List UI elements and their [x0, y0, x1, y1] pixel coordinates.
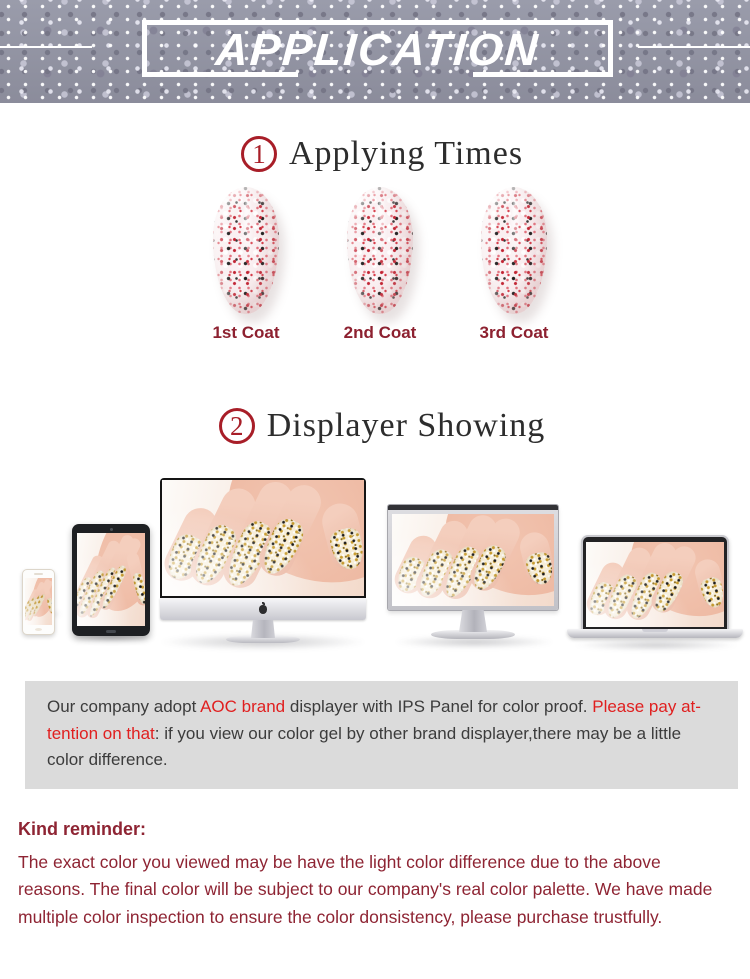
apple-logo-icon — [259, 605, 267, 614]
glitter-nail — [439, 543, 484, 602]
section-applying-times — [0, 135, 750, 343]
glitter-nail — [99, 564, 128, 610]
smartphone-mockup — [22, 569, 55, 635]
coat-label: 3rd Coat — [479, 323, 549, 342]
coat-label: 2nd Coat — [343, 323, 417, 342]
thumb — [44, 587, 52, 615]
glitter-nail — [26, 595, 42, 622]
text-line: multiple color inspection to ensure the color donsistency, please purchase trustfully. — [18, 906, 663, 927]
finger — [162, 502, 223, 586]
circled-number-2-icon: 2 — [219, 408, 255, 444]
displayer-showing-heading — [0, 407, 750, 445]
application-banner — [0, 0, 750, 103]
glitter-nail — [220, 517, 276, 591]
notice-box — [25, 681, 738, 789]
finger — [84, 533, 134, 620]
coat-label: 1st Coat — [212, 323, 280, 342]
text-segment: displayer with IPS Panel for color proof. — [285, 697, 593, 716]
applying-times-title: Applying Times — [288, 135, 524, 172]
finger — [98, 536, 143, 611]
devices-showcase — [0, 461, 750, 673]
coat-sample-1 — [201, 187, 291, 343]
text-line: reasons. The final color will be subject to our company's real color palette. We have made — [18, 879, 713, 899]
kind-reminder-title: Kind reminder: — [18, 818, 147, 839]
hand-palm — [210, 480, 364, 596]
glitter-nail — [392, 553, 429, 596]
imac-mockup — [160, 478, 366, 643]
finger — [26, 578, 50, 621]
finger — [218, 480, 299, 593]
glitter-nail — [603, 572, 641, 622]
thumb — [692, 557, 724, 611]
thumb — [318, 500, 364, 574]
glitter-nail — [188, 520, 242, 589]
text-segment: tention on that — [47, 723, 155, 743]
coat-samples-row — [0, 187, 750, 343]
laptop-mockup — [567, 535, 743, 638]
finger — [647, 542, 699, 616]
glitter-nail — [25, 600, 32, 618]
monitor-stand-neck — [459, 610, 487, 632]
imac-screen — [162, 480, 364, 596]
displayer-showing-title: Displayer Showing — [266, 407, 546, 444]
text-segment: color difference. — [47, 750, 168, 769]
nail-photo — [77, 533, 145, 626]
kind-reminder — [18, 819, 732, 932]
finger — [437, 514, 501, 604]
glitter-nail — [77, 576, 94, 613]
circled-number-1-icon: 1 — [241, 136, 277, 172]
smartphone-screen — [25, 578, 52, 625]
finger — [77, 538, 121, 618]
text-line — [47, 747, 722, 774]
imac-display — [160, 478, 366, 598]
finger — [185, 482, 262, 591]
tablet-screen — [77, 533, 145, 626]
glitter-nail — [649, 568, 686, 615]
glitter-nail — [77, 568, 106, 617]
nail-photo — [162, 480, 364, 596]
finger — [25, 589, 38, 619]
text-line — [47, 694, 722, 721]
glitter-nail — [327, 526, 364, 573]
glitter-nail — [162, 530, 208, 584]
kind-reminder-body — [18, 849, 732, 932]
finger — [77, 554, 105, 614]
imac-chin — [160, 598, 366, 620]
nail-swatch-2nd-coat — [347, 187, 413, 314]
finger — [392, 531, 441, 598]
glitter-nail — [699, 576, 724, 610]
text-segment: Please pay at- — [592, 697, 701, 716]
hand-palm — [430, 514, 554, 606]
tablet-mockup — [72, 524, 150, 636]
glitter-nail — [524, 550, 554, 587]
glitter-nail — [132, 572, 145, 606]
applying-times-heading — [0, 135, 750, 173]
finger — [623, 542, 681, 625]
nail-photo — [392, 514, 554, 606]
imac-stand-neck — [251, 620, 275, 638]
banner-left-line — [0, 46, 92, 48]
coat-sample-3 — [469, 187, 559, 343]
banner-title: APPLICATION — [213, 24, 542, 75]
laptop-shadow — [566, 639, 746, 651]
glitter-nail — [256, 515, 308, 580]
text-segment: : if you view our color gel by other brand displayer,there may be a little — [154, 723, 682, 743]
text-line — [47, 721, 722, 748]
finger — [25, 581, 45, 621]
finger — [253, 480, 327, 582]
text-line: The exact color you viewed may be have the light color difference due to the above — [18, 851, 661, 872]
glitter-nail — [413, 546, 456, 601]
glitter-nail — [625, 569, 665, 623]
coat-sample-2 — [335, 187, 425, 343]
laptop-screen — [586, 542, 724, 627]
finger — [466, 514, 525, 595]
nail-photo — [586, 542, 724, 627]
laptop-lid — [581, 535, 729, 629]
monitor-mockup — [388, 505, 558, 639]
nail-swatch-1st-coat — [213, 187, 279, 314]
glitter-nail — [586, 579, 618, 618]
nail-swatch-3rd-coat — [481, 187, 547, 314]
finger — [601, 544, 656, 623]
hand-palm — [83, 533, 145, 620]
text-segment: Our company adopt — [47, 697, 201, 716]
thumb — [126, 551, 145, 606]
monitor-screen — [392, 514, 554, 606]
laptop-base — [567, 629, 743, 638]
finger — [586, 558, 629, 619]
monitor-frame — [388, 505, 558, 610]
banner-right-line — [638, 46, 750, 48]
thumb — [517, 530, 554, 589]
glitter-nail — [25, 596, 37, 621]
glitter-nail — [85, 566, 118, 620]
text-segment: AOC brand — [200, 697, 286, 716]
nail-photo — [25, 578, 52, 625]
finger — [411, 516, 472, 602]
glitter-nail — [468, 542, 510, 594]
hand-palm — [26, 578, 52, 621]
banner-title-frame — [142, 20, 613, 77]
glitter-nail — [32, 594, 46, 617]
section-displayer-showing — [0, 407, 750, 673]
glitter-nail — [47, 598, 52, 615]
hand-palm — [617, 542, 724, 627]
finger — [31, 580, 52, 617]
